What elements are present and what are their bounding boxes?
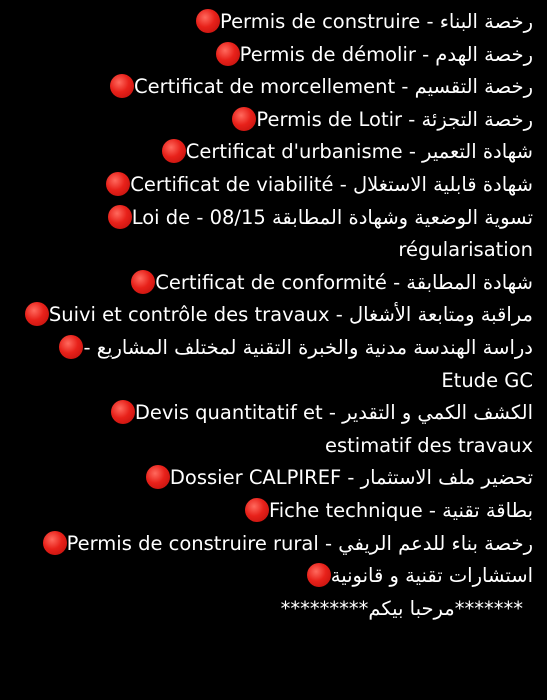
service-text: رخصة البناء - Permis de construire [220,10,533,33]
red-circle-icon [131,270,155,294]
red-circle-icon [43,531,67,555]
service-text: تسوية الوضعية وشهادة المطابقة 08/15 - Loi de régularisation [131,205,533,262]
service-text: دراسة الهندسة مدنية والخبرة التقنية لمختلف المشاريع - Etude GC [83,335,533,392]
service-item [14,136,533,169]
service-text: مراقبة ومتابعة الأشغال - Suivi et contrôle des travaux [48,303,533,327]
red-circle-icon [162,139,186,163]
service-item [14,202,533,267]
service-item [14,39,533,72]
service-text: رخصة الهدم - Permis de démolir [239,42,533,66]
service-item [14,332,533,397]
service-item [14,169,533,202]
service-text: استشارات تقنية و قانونية [330,564,533,588]
service-text: شهادة المطابقة - Certificat de conformité [155,270,533,294]
service-item [14,462,533,495]
service-text: رخصة بناء للدعم الريفي - Permis de construire rural [66,531,533,555]
service-item [14,6,533,39]
service-item [14,71,533,104]
service-text: الكشف الكمي و التقدير - Devis quantitatif et estimatif des travaux [134,401,533,457]
red-circle-icon [106,172,130,196]
red-circle-icon [111,400,135,424]
service-item [14,267,533,300]
service-item [14,104,533,137]
red-circle-icon [110,74,134,98]
service-item [14,560,533,593]
service-text: تحضير ملف الاستثمار - Dossier CALPIREF [169,466,533,490]
service-text: شهادة قابلية الاستغلال - Certificat de viabilité [130,172,533,196]
red-circle-icon [25,302,49,326]
service-text: رخصة التقسيم - Certificat de morcellement [134,75,533,99]
service-item [14,495,533,528]
service-text: بطاقة تقنية - Fiche technique [268,498,533,522]
welcome-footer: *******مرحبا بيكم********* [280,596,523,620]
red-circle-icon [196,9,220,33]
red-circle-icon [232,107,256,131]
red-circle-icon [59,335,83,359]
red-circle-icon [245,498,269,522]
service-item [14,528,533,561]
service-item [14,299,533,332]
service-text: رخصة التجزئة - Permis de Lotir [256,107,533,131]
service-item [14,397,533,462]
red-circle-icon [108,205,132,229]
red-circle-icon [216,42,240,66]
red-circle-icon [307,563,331,587]
red-circle-icon [146,465,170,489]
service-text: شهادة التعمير - Certificat d'urbanisme [185,140,533,164]
